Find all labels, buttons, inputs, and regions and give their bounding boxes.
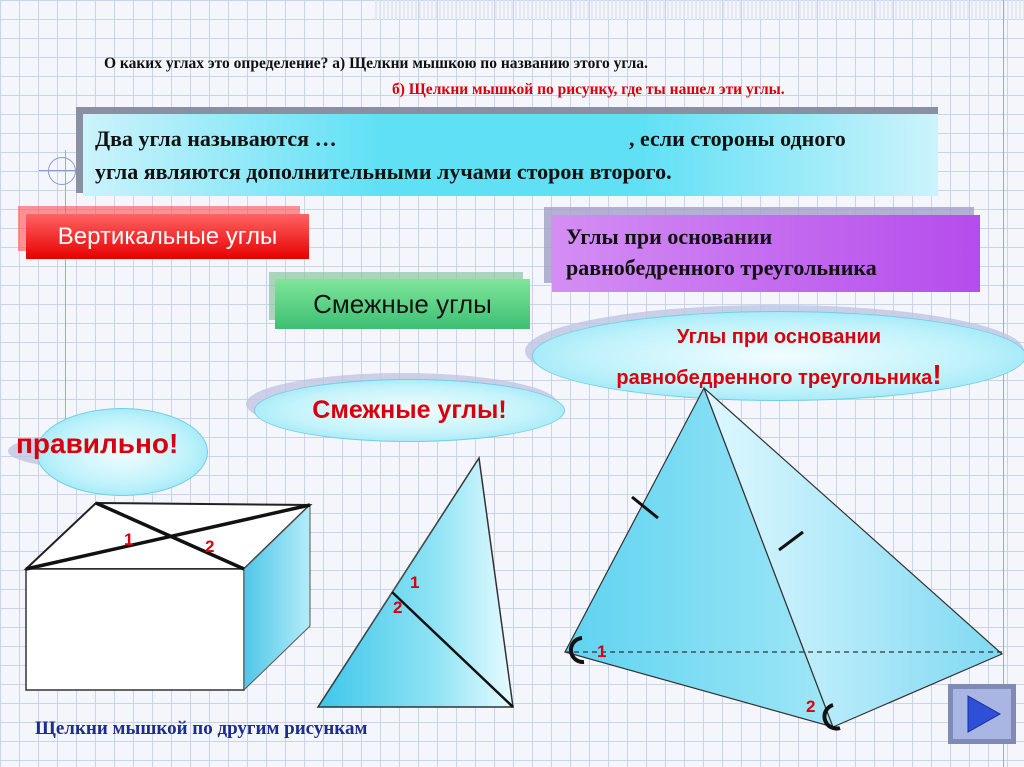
vertical-angles-button[interactable]: Вертикальные углы	[26, 214, 309, 259]
adjacent-angles-button[interactable]: Смежные углы	[275, 279, 530, 329]
definition-middle: , если стороны одного	[629, 126, 846, 151]
isosceles-feedback-line-2: равнобедренного треугольника	[616, 367, 933, 389]
isosceles-button-line-1: Углы при основании	[566, 224, 773, 249]
isosceles-button-line-2: равнобедренного треугольника	[566, 255, 877, 280]
question-line-1: О каких углах это определение? а) Щелкни мышкою по названию этого угла.	[104, 55, 648, 72]
figures-canvas	[0, 380, 1024, 767]
definition-end: угла являются дополнительными лучами сторон второго.	[95, 159, 672, 184]
box-front-face	[26, 569, 244, 690]
top-hatch-decoration	[375, 0, 1024, 20]
triangle-angle-label-2: 2	[393, 598, 403, 617]
adjacent-feedback-bubble: Смежные углы!	[254, 379, 565, 442]
isosceles-feedback-line-1: Углы при основании	[676, 326, 882, 348]
correct-feedback-text: правильно!	[16, 428, 179, 459]
definition-start: Два угла называются …	[95, 126, 337, 151]
footer-hint: Щелкни мышкой по другим рисункам	[35, 718, 368, 739]
isosceles-feedback-mark: !	[932, 359, 942, 390]
box-figure[interactable]	[26, 503, 310, 690]
box-angle-label-1: 1	[124, 530, 134, 549]
crosshair-icon	[48, 157, 76, 185]
question-line-2: б) Щелкни мышкой по рисунку, где ты нашел эти углы.	[392, 81, 785, 98]
triangle-figure[interactable]	[318, 458, 513, 707]
isosceles-angles-button[interactable]	[552, 215, 980, 292]
triangle-angle-label-1: 1	[410, 573, 420, 592]
definition-box	[83, 114, 938, 196]
next-slide-button[interactable]	[948, 684, 1016, 744]
box-angle-label-2: 2	[205, 537, 215, 556]
pyramid-figure[interactable]	[565, 388, 1002, 729]
pyramid-angle-label-1: 1	[597, 642, 607, 661]
pyramid-angle-label-2: 2	[806, 697, 816, 716]
